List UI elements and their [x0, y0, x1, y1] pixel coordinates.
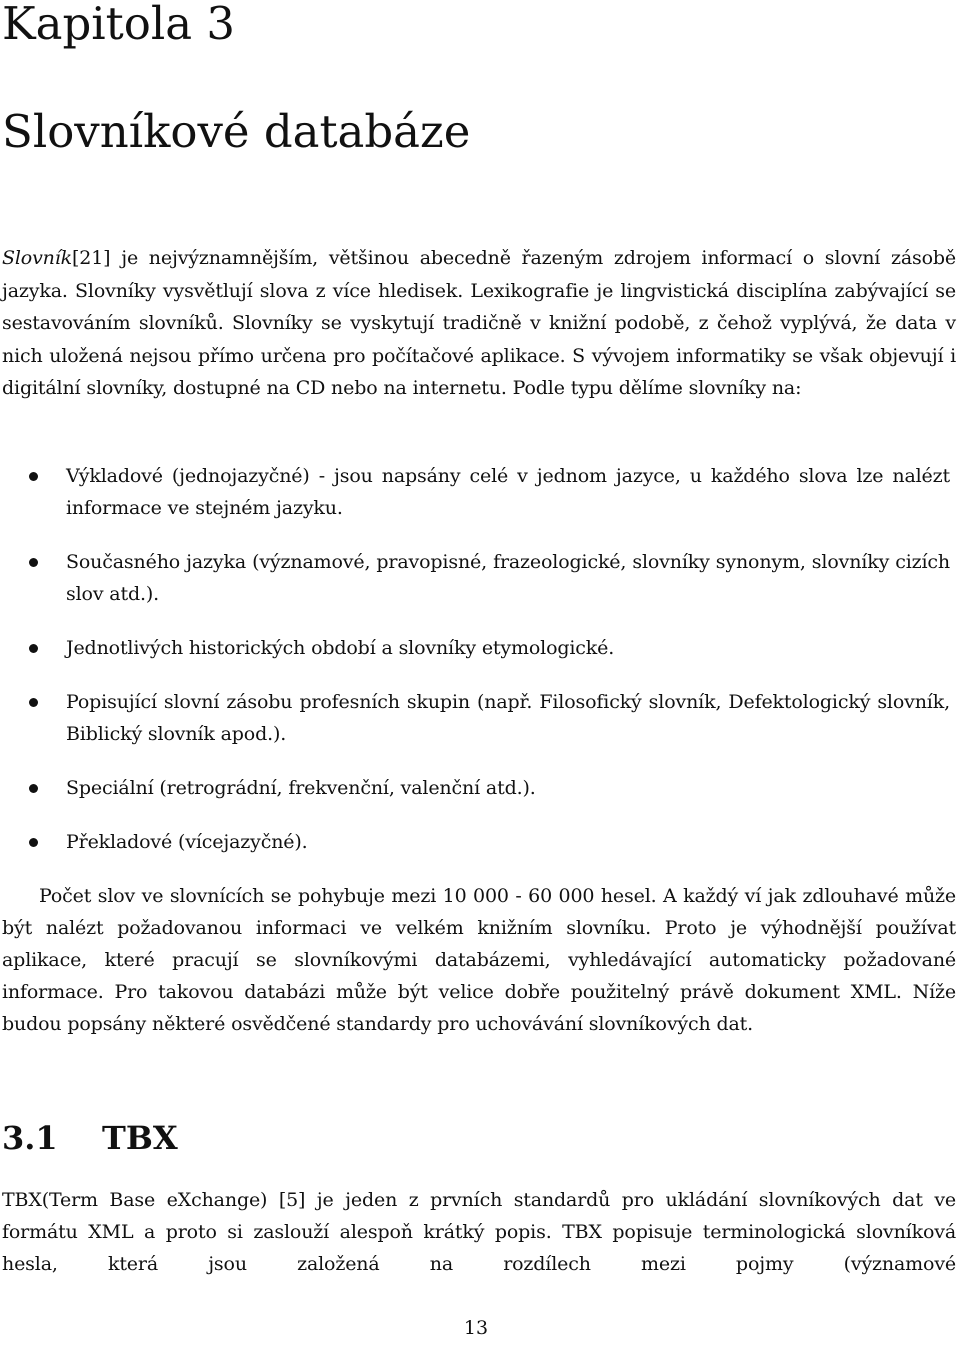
section-title: TBX	[102, 1119, 178, 1157]
chapter-label: Kapitola 3	[2, 0, 235, 50]
intro-term: Slovník	[2, 247, 73, 269]
section-heading	[2, 1118, 178, 1158]
dictionary-types-list	[0, 460, 956, 858]
list-item-text: Výkladové (jednojazyčné) - jsou napsány celé v jednom jazyce, u každého slova lze nalézt informace ve stejném jazyku.	[66, 465, 950, 519]
list-item	[0, 686, 950, 750]
bullet-icon	[29, 838, 38, 847]
bullet-icon	[29, 784, 38, 793]
bullet-icon	[29, 644, 38, 653]
list-item	[0, 460, 950, 524]
list-item-text: Popisující slovní zásobu profesních skupin (např. Filosofický slovník, Defektologický slovník, Biblický slovník apod.).	[66, 691, 950, 745]
list-item-text: Jednotlivých historických období a slovníky etymologické.	[66, 637, 615, 659]
intro-citation: [21]	[72, 247, 111, 269]
intro-text: je nejvýznamnějším, většinou abecedně řazeným zdrojem informací o slovní zásobě jazyka. Slovníky vysvětlují slova z více hledisek. Lexikografie je lingvistická disciplína zabývající se sestavováním slovníků. Slovníky se vyskytují tradičně v knižní podobě, z čehož vyplývá, že data v nich uložená nejsou přímo určena pro počítačové aplikace. S vývojem informatiky se však objevují i digitální slovníky, dostupné na CD nebo na internetu. Podle typu dělíme slovníky na:	[2, 247, 956, 400]
section-number: 3.1	[2, 1119, 58, 1157]
list-item	[0, 546, 950, 610]
page-number: 13	[463, 1317, 489, 1339]
list-item	[0, 632, 950, 664]
bullet-icon	[29, 558, 38, 567]
list-item	[0, 826, 950, 858]
chapter-title: Slovníkové databáze	[2, 105, 471, 158]
list-item	[0, 772, 950, 804]
section-paragraph: TBX(Term Base eXchange) [5] je jeden z prvních standardů pro ukládání slovníkových dat ve formátu XML a proto si zaslouží alespoň krátký popis. TBX popisuje terminologická slovníková hesla, která jsou založená na rozdílech mezi pojmy (významové	[2, 1189, 956, 1275]
body-paragraph: Počet slov ve slovnících se pohybuje mezi 10 000 - 60 000 hesel. A každý ví jak zdlouhavé může být nalézt požadovanou informaci ve velkém knižním slovníku. Proto je výhodnější používat aplikace, které pracují se slovníkovými databázemi, vyhledávající automaticky požadované informace. Pro takovou databázi může být velice dobře použitelný právě dokument XML. Níže budou popsány některé osvědčené standardy pro uchovávání slovníkových dat.	[2, 885, 956, 1035]
intro-paragraph	[2, 242, 956, 405]
bullet-icon	[29, 698, 38, 707]
list-item-text: Současného jazyka (významové, pravopisné, frazeologické, slovníky synonym, slovníky cizích slov atd.).	[66, 551, 950, 605]
list-item-text: Speciální (retrográdní, frekvenční, valenční atd.).	[66, 777, 536, 799]
list-item-text: Překladové (vícejazyčné).	[66, 831, 308, 853]
bullet-icon	[29, 472, 38, 481]
